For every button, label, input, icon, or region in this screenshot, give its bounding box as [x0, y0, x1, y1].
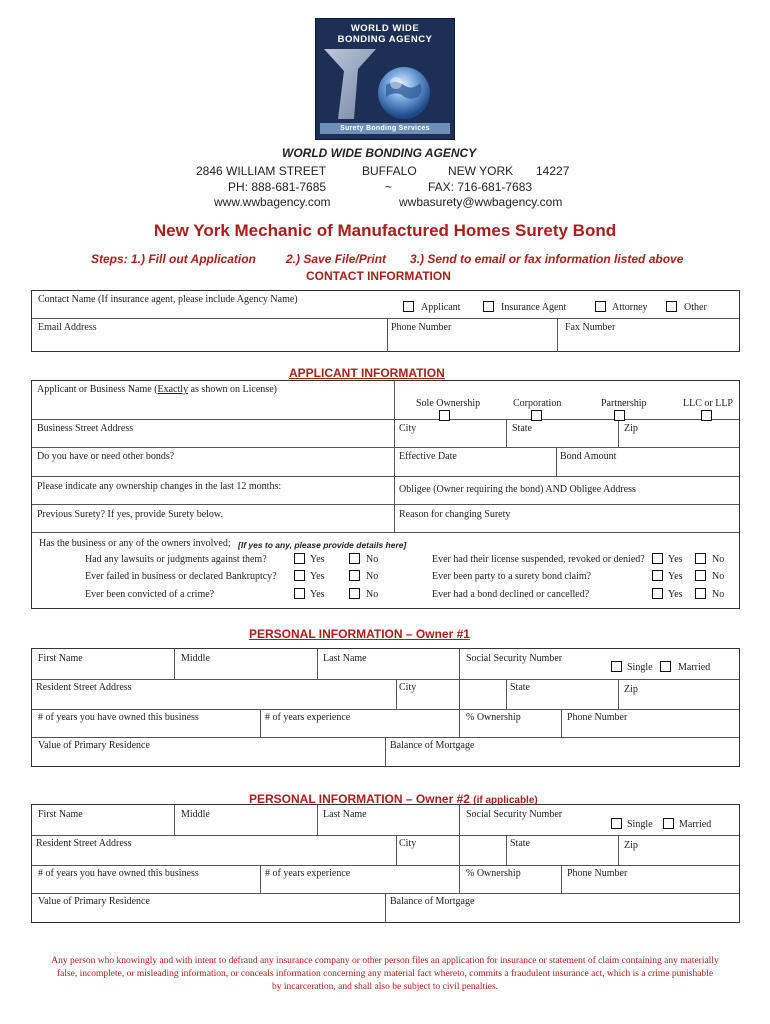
last-name-label: Last Name	[323, 809, 367, 820]
bankruptcy-question: Ever failed in business or declared Bankruptcy?	[85, 571, 277, 582]
years-experience-label: # of years experience	[265, 712, 351, 723]
owner1-heading: PERSONAL INFORMATION – Owner #1	[249, 627, 470, 641]
divider	[385, 737, 386, 767]
previous-surety-label: Previous Surety? If yes, provide Surety below.	[37, 509, 223, 520]
divider	[561, 709, 562, 737]
claim-no-checkbox[interactable]	[695, 570, 706, 581]
owner-phone-label: Phone Number	[567, 712, 628, 723]
owner1-section	[31, 648, 740, 767]
attorney-label: Attorney	[612, 302, 648, 313]
other-label: Other	[684, 302, 707, 313]
lawsuits-yes-checkbox[interactable]	[294, 553, 305, 564]
disclaimer-line-1: Any person who knowingly and with intent to defraud any insurance company or other person files an application for insurance or statement of claim containing any materially	[51, 956, 719, 966]
sole-ownership-checkbox[interactable]	[439, 410, 450, 421]
divider	[317, 805, 318, 835]
attorney-checkbox[interactable]	[595, 301, 606, 312]
ownership-changes-label: Please indicate any ownership changes in the last 12 months:	[37, 481, 282, 492]
license-yes-checkbox[interactable]	[652, 553, 663, 564]
resident-state-label: State	[510, 682, 530, 693]
yes-label: Yes	[668, 554, 683, 565]
ownership-percent-label: % Ownership	[466, 868, 521, 879]
agency-separator: ~	[385, 180, 393, 194]
yes-label: Yes	[310, 571, 325, 582]
divider	[32, 679, 739, 680]
divider	[557, 318, 558, 352]
yes-label: Yes	[668, 589, 683, 600]
lawsuits-no-checkbox[interactable]	[349, 553, 360, 564]
business-state-label: State	[512, 423, 532, 434]
resident-street-label: Resident Street Address	[36, 838, 132, 849]
divider	[396, 679, 397, 709]
bond-amount-label: Bond Amount	[560, 451, 617, 462]
divider	[260, 865, 261, 893]
partnership-label: Partnership	[601, 398, 647, 409]
divider	[32, 504, 739, 505]
resident-city-label: City	[399, 682, 417, 693]
divider	[459, 649, 460, 737]
resident-zip-label: Zip	[624, 840, 638, 851]
bankruptcy-no-checkbox[interactable]	[349, 570, 360, 581]
disclaimer-line-3: by incarceration, and shall also be subject to civil penalties.	[271, 982, 499, 992]
divider	[385, 893, 386, 923]
resident-street-label: Resident Street Address	[36, 682, 132, 693]
divider	[317, 649, 318, 679]
middle-label: Middle	[181, 653, 210, 664]
business-city-label: City	[399, 423, 417, 434]
divider	[506, 419, 507, 447]
no-label: No	[366, 571, 379, 582]
divider	[32, 476, 739, 477]
applicant-section	[31, 380, 740, 609]
contact-section	[31, 290, 740, 352]
globe-arrow-icon	[316, 19, 454, 139]
disclaimer-line-2: false, incomplete, or misleading information, or conceals information concerning any material fact whereto, commits a fraudulent insurance act, which is a crime punishable	[56, 969, 714, 979]
single-label: Single	[627, 662, 653, 673]
agency-phone: PH: 888-681-7685	[228, 180, 327, 194]
no-label: No	[712, 571, 725, 582]
effective-date-label: Effective Date	[399, 451, 457, 462]
last-name-label: Last Name	[323, 653, 367, 664]
ssn-label: Social Security Number	[466, 653, 563, 664]
divider	[618, 679, 619, 709]
resident-zip-label: Zip	[624, 684, 638, 695]
married-checkbox[interactable]	[660, 661, 671, 672]
agency-street: 2846 WILLIAM STREET	[196, 164, 327, 178]
contact-name-label: Contact Name (If insurance agent, please include Agency Name)	[38, 294, 298, 305]
middle-label: Middle	[181, 809, 210, 820]
divider	[556, 447, 557, 476]
no-label: No	[366, 554, 379, 565]
license-suspended-question: Ever had their license suspended, revoked or denied?	[432, 554, 645, 565]
business-street-label: Business Street Address	[37, 423, 134, 434]
reason-changing-surety-label: Reason for changing Surety	[399, 509, 511, 520]
sole-ownership-label: Sole Ownership	[416, 398, 481, 409]
divider	[32, 709, 739, 710]
residence-value-label: Value of Primary Residence	[38, 896, 150, 907]
divider	[618, 419, 619, 447]
yes-label: Yes	[310, 554, 325, 565]
claim-yes-checkbox[interactable]	[652, 570, 663, 581]
single-checkbox[interactable]	[611, 661, 622, 672]
agency-email[interactable]: wwbasurety@wwbagency.com	[399, 195, 563, 209]
email-label: Email Address	[38, 322, 97, 333]
married-label: Married	[678, 662, 711, 673]
form-title: New York Mechanic of Manufactured Homes Surety Bond	[153, 221, 617, 240]
single-checkbox[interactable]	[611, 818, 622, 829]
divider	[32, 419, 739, 420]
yes-label: Yes	[668, 571, 683, 582]
resident-city-label: City	[399, 838, 417, 849]
llc-label: LLC or LLP	[683, 398, 733, 409]
divider	[396, 835, 397, 865]
no-label: No	[366, 589, 379, 600]
other-checkbox[interactable]	[666, 301, 677, 312]
divider	[618, 835, 619, 865]
mortgage-balance-label: Balance of Mortgage	[390, 740, 475, 751]
married-checkbox[interactable]	[663, 818, 674, 829]
applicant-name-label: Applicant or Business Name (Exactly as shown on License)	[37, 384, 277, 395]
involved-note: [If yes to any, please provide details here]	[238, 540, 407, 550]
logo-tagline: Surety Bonding Services	[320, 123, 450, 134]
owner2-heading: PERSONAL INFORMATION – Owner #2 (if applicable)	[249, 792, 538, 806]
applicant-label: Applicant	[421, 302, 461, 313]
insurance-agent-checkbox[interactable]	[483, 301, 494, 312]
single-label: Single	[627, 819, 653, 830]
agency-state: NEW YORK	[448, 164, 514, 178]
step-3: 3.) Send to email or fax information listed above	[410, 252, 684, 266]
divider	[32, 447, 739, 448]
yes-label: Yes	[310, 589, 325, 600]
fraud-disclaimer	[0, 955, 770, 994]
llc-checkbox[interactable]	[701, 410, 712, 421]
resident-state-label: State	[510, 838, 530, 849]
applicant-checkbox[interactable]	[403, 301, 414, 312]
mortgage-balance-label: Balance of Mortgage	[390, 896, 475, 907]
agency-website[interactable]: www.wwbagency.com	[214, 195, 331, 209]
divider	[174, 649, 175, 679]
divider	[394, 381, 395, 532]
applicant-heading: APPLICANT INFORMATION	[289, 366, 445, 380]
divider	[32, 532, 739, 533]
divider	[32, 865, 739, 866]
agency-name: WORLD WIDE BONDING AGENCY	[282, 146, 477, 160]
years-owned-label: # of years you have owned this business	[38, 712, 199, 723]
bond-claim-question: Ever been party to a surety bond claim?	[432, 571, 592, 582]
involved-label: Has the business or any of the owners involved;	[39, 538, 231, 549]
agency-city: BUFFALO	[362, 164, 417, 178]
corporation-label: Corporation	[513, 398, 562, 409]
logo-line1: WORLD WIDE	[350, 23, 420, 34]
declined-no-checkbox[interactable]	[695, 588, 706, 599]
insurance-agent-label: Insurance Agent	[501, 302, 567, 313]
license-no-checkbox[interactable]	[695, 553, 706, 564]
step-2: 2.) Save File/Print	[286, 252, 387, 266]
contact-heading: CONTACT INFORMATION	[306, 269, 451, 283]
ssn-label: Social Security Number	[466, 809, 563, 820]
owner-phone-label: Phone Number	[567, 868, 628, 879]
convicted-yes-checkbox[interactable]	[294, 588, 305, 599]
business-zip-label: Zip	[624, 423, 638, 434]
declined-yes-checkbox[interactable]	[652, 588, 663, 599]
lawsuits-question: Had any lawsuits or judgments against them?	[85, 554, 267, 565]
bond-declined-question: Ever had a bond declined or cancelled?	[432, 589, 590, 600]
divider	[459, 805, 460, 893]
agency-logo	[315, 18, 455, 140]
years-owned-label: # of years you have owned this business	[38, 868, 199, 879]
no-label: No	[712, 554, 725, 565]
no-label: No	[712, 589, 725, 600]
corporation-checkbox[interactable]	[531, 410, 542, 421]
agency-zip: 14227	[536, 164, 570, 178]
phone-label: Phone Number	[391, 322, 452, 333]
divider	[506, 835, 507, 865]
owner2-section	[31, 804, 740, 923]
step-1: Steps: 1.) Fill out Application	[91, 252, 256, 266]
bankruptcy-yes-checkbox[interactable]	[294, 570, 305, 581]
partnership-checkbox[interactable]	[614, 410, 625, 421]
other-bonds-label: Do you have or need other bonds?	[37, 451, 175, 462]
fax-label: Fax Number	[565, 322, 616, 333]
divider	[387, 318, 388, 352]
divider	[32, 318, 739, 319]
convicted-question: Ever been convicted of a crime?	[85, 589, 215, 600]
logo-line2: BONDING AGENCY	[337, 34, 433, 45]
first-name-label: First Name	[38, 653, 83, 664]
divider	[260, 709, 261, 737]
divider	[561, 865, 562, 893]
divider	[32, 835, 739, 836]
convicted-no-checkbox[interactable]	[349, 588, 360, 599]
divider	[174, 805, 175, 835]
married-label: Married	[679, 819, 712, 830]
residence-value-label: Value of Primary Residence	[38, 740, 150, 751]
first-name-label: First Name	[38, 809, 83, 820]
agency-fax: FAX: 716-681-7683	[428, 180, 533, 194]
ownership-percent-label: % Ownership	[466, 712, 521, 723]
obligee-label: Obligee (Owner requiring the bond) AND Obligee Address	[399, 484, 636, 495]
divider	[506, 679, 507, 709]
years-experience-label: # of years experience	[265, 868, 351, 879]
